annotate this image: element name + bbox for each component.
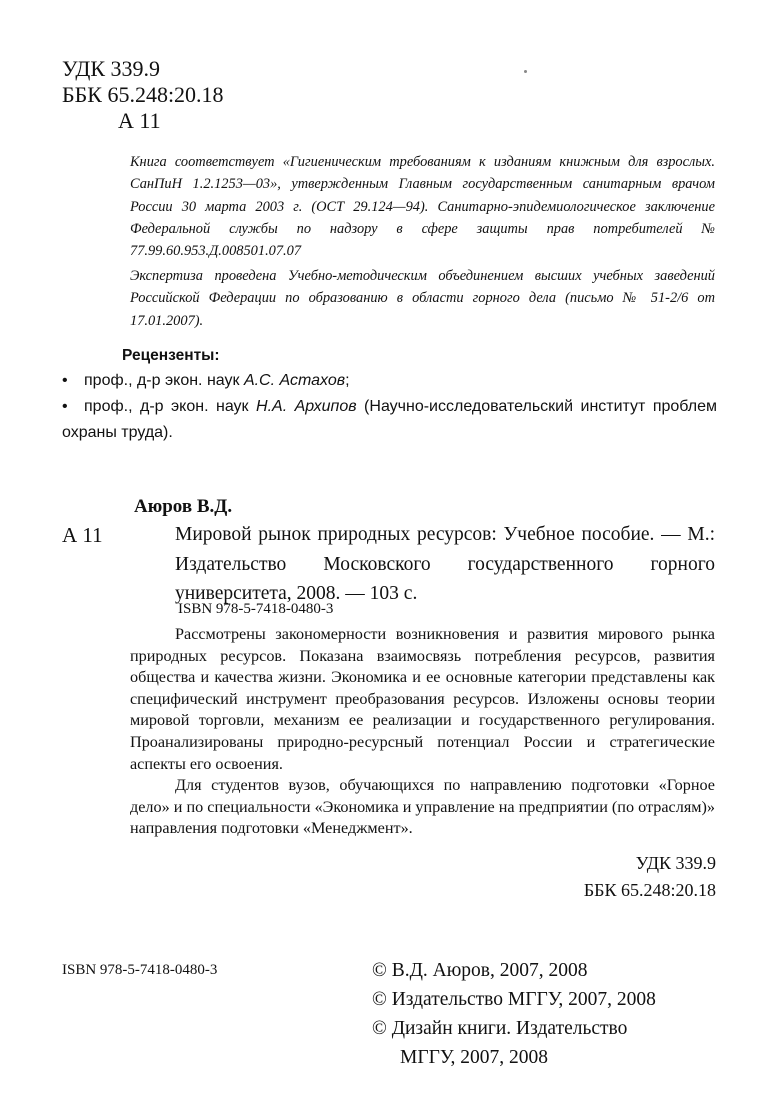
- udk-code: УДК 339.9: [62, 56, 161, 81]
- copyright-block: [372, 956, 656, 1072]
- sanitary-note: Книга соответствует «Гигиеническим требованиям к изданиям книжным для взрослых. СанПиН 1.2.1253—03», утвержденным Главным государственным санитарным врачом России 30 марта 2003 г. (ОСТ 29.124—94). Санитарно-эпидемиологическое заключение Федеральной службы по надзору в сфере защиты прав потребителей № 77.99.60.953.Д.008501.07.07: [130, 154, 715, 260]
- scan-dot: [524, 70, 527, 73]
- annotation: [130, 624, 715, 840]
- annotation-paragraph: Рассмотрены закономерности возникновения и развития мирового рынка природных ресурсов. Показана взаимосвязь потребления ресурсов, развития общества и качества жизни. Экономика и ее основные категории представлены как специфический инструмент преобразования ресурсов. Изложены основы теории мировой торговли, механизм ее реализации и государственного регулирования. Проанализированы природно-ресурсный потенциал России и стратегические аспекты его освоения.: [130, 625, 715, 773]
- bullet-marker: •: [62, 398, 68, 415]
- book-code: А 11: [62, 523, 103, 547]
- footer-isbn: ISBN 978-5-7418-0480-3: [62, 962, 218, 978]
- book-author: Аюров В.Д.: [134, 496, 233, 517]
- copyright-line: МГГУ, 2007, 2008: [400, 1047, 549, 1068]
- bullet-marker: •: [62, 372, 68, 389]
- udk-code-right: УДК 339.9: [635, 853, 716, 873]
- reviewer-item: • проф., д-р экон. наук Н.А. Архипов (Научно-исследовательский институт проблем охраны труда).: [62, 394, 717, 446]
- expertise-note: Экспертиза проведена Учебно-методическим объединением высших учебных заведений Российской Федерации по образованию в области горного дела (письмо № 51-2/6 от 17.01.2007).: [130, 268, 715, 329]
- reviewer-item: • проф., д-р экон. наук А.С. Астахов;: [62, 368, 717, 394]
- copyright-line: © Издательство МГГУ, 2007, 2008: [372, 989, 656, 1010]
- reviewer-name: Н.А. Архипов: [256, 398, 357, 415]
- reviewer-name: А.С. Астахов: [243, 372, 346, 389]
- reviewers-heading: Рецензенты:: [122, 347, 220, 364]
- book-title: Мировой рынок природных ресурсов: Учебное пособие. — М.: Издательство Московского государственного горного университета, 2008. — 103 с.: [175, 524, 715, 604]
- book-isbn: ISBN 978-5-7418-0480-3: [178, 601, 334, 617]
- author-mark: А 11: [118, 108, 161, 133]
- annotation-paragraph: Для студентов вузов, обучающихся по направлению подготовки «Горное дело» и по специальности «Экономика и управление на предприятии (по отраслям)» направления подготовки «Менеджмент».: [130, 776, 715, 838]
- copyright-line: © Дизайн книги. Издательство: [372, 1018, 628, 1039]
- bbk-code-right: ББК 65.248:20.18: [583, 880, 716, 900]
- copyright-line: © В.Д. Аюров, 2007, 2008: [372, 960, 588, 981]
- bbk-code: ББК 65.248:20.18: [62, 82, 224, 107]
